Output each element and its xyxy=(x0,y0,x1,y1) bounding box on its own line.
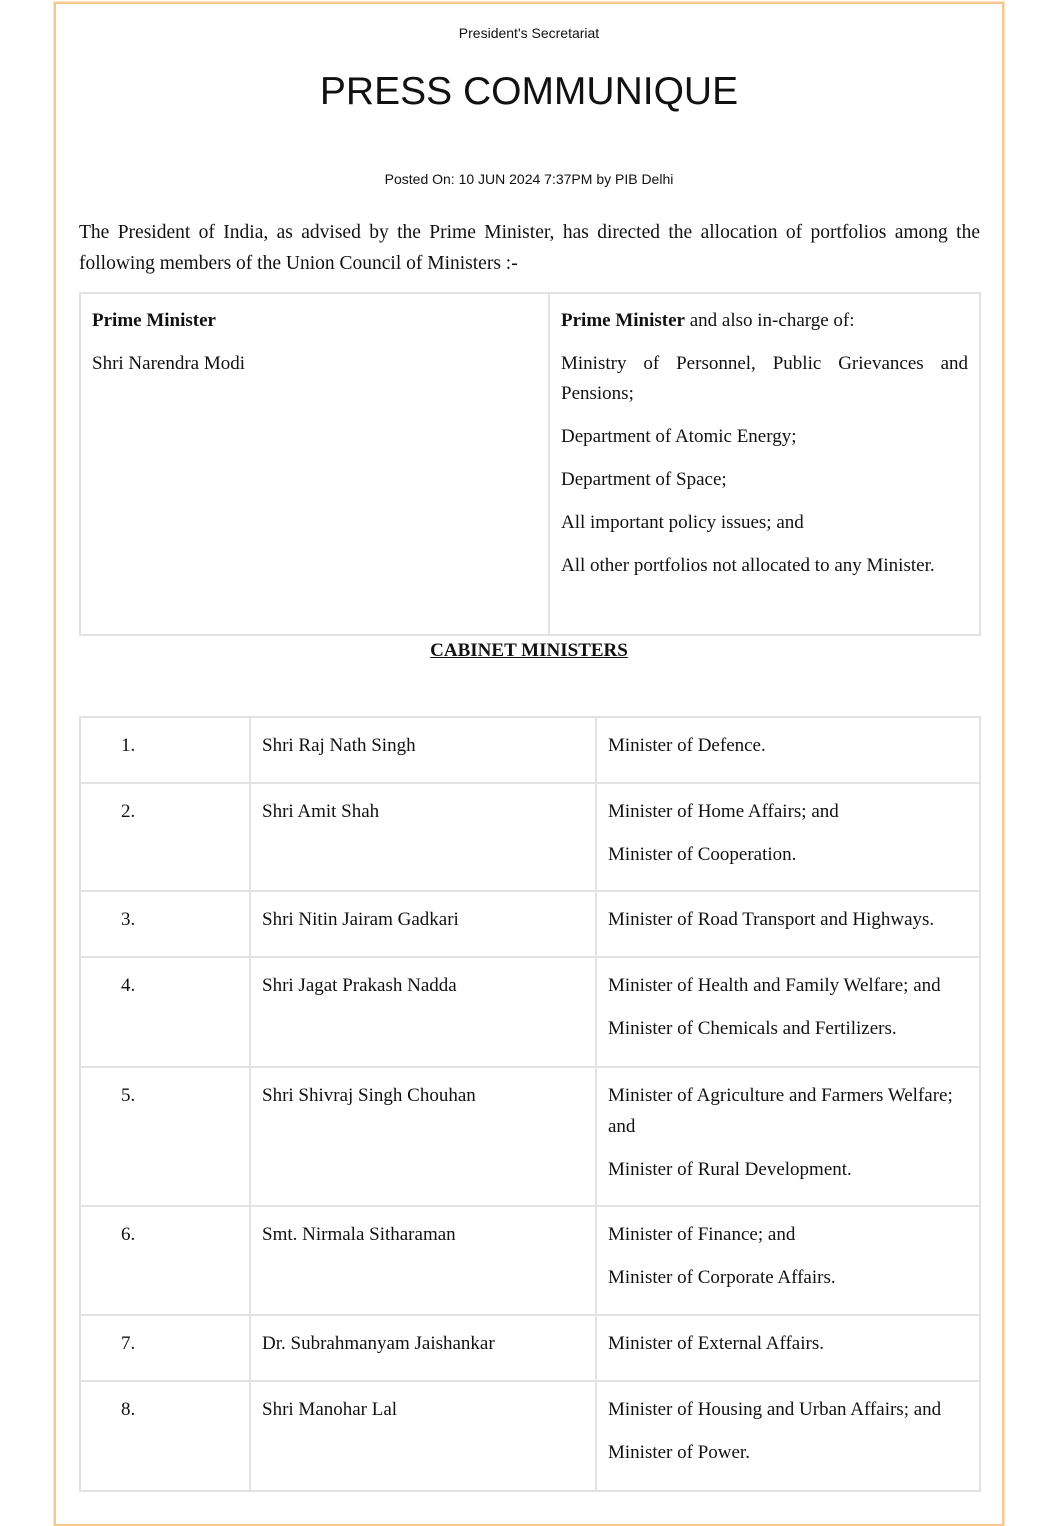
pm-right-suffix: and also in-charge of: xyxy=(684,310,855,331)
portfolio-cell xyxy=(596,1206,980,1315)
pm-right-cell xyxy=(549,293,980,635)
minister-name: Shri Raj Nath Singh xyxy=(250,717,596,783)
portfolio-cell xyxy=(596,957,980,1067)
minister-name: Shri Nitin Jairam Gadkari xyxy=(250,891,596,957)
row-number: 1. xyxy=(80,717,250,783)
table-row xyxy=(80,1381,980,1491)
table-row xyxy=(80,783,980,891)
cabinet-heading: CABINET MINISTERS xyxy=(430,640,628,661)
row-number: 5. xyxy=(80,1067,250,1206)
minister-name: Smt. Nirmala Sitharaman xyxy=(250,1206,596,1315)
pm-portfolio: Department of Atomic Energy; xyxy=(561,426,797,447)
pm-heading: Prime Minister xyxy=(92,310,216,331)
portfolio: Minister of Chemicals and Fertilizers. xyxy=(608,1018,897,1039)
table-row xyxy=(80,1067,980,1206)
portfolio: Minister of Housing and Urban Affairs; and xyxy=(608,1399,942,1420)
row-number: 2. xyxy=(80,783,250,891)
portfolio: Minister of Cooperation. xyxy=(608,844,797,865)
minister-name: Shri Shivraj Singh Chouhan xyxy=(250,1067,596,1206)
row-number: 7. xyxy=(80,1315,250,1381)
portfolio: Minister of Road Transport and Highways. xyxy=(608,909,935,930)
row-number: 6. xyxy=(80,1206,250,1315)
row-number: 4. xyxy=(80,957,250,1067)
table-row xyxy=(80,957,980,1067)
pm-right-heading: Prime Minister xyxy=(561,310,685,331)
portfolio: Minister of Home Affairs; and xyxy=(608,801,839,822)
pm-portfolio: Ministry of Personnel, Public Grievances and Pensions; xyxy=(561,353,968,404)
portfolio: Minister of Health and Family Welfare; and xyxy=(608,975,941,996)
table-row xyxy=(80,1315,980,1381)
pm-portfolio: Department of Space; xyxy=(561,469,727,490)
row-number: 3. xyxy=(80,891,250,957)
posted-on: Posted On: 10 JUN 2024 7:37PM by PIB Delhi xyxy=(384,171,674,187)
portfolio: Minister of Rural Development. xyxy=(608,1159,852,1180)
portfolio: Minister of Corporate Affairs. xyxy=(608,1267,836,1288)
minister-name: Shri Amit Shah xyxy=(250,783,596,891)
portfolio-cell xyxy=(596,1381,980,1491)
table-row xyxy=(80,717,980,783)
portfolio: Minister of External Affairs. xyxy=(608,1333,824,1354)
pm-portfolio: All important policy issues; and xyxy=(561,512,804,533)
row-number: 8. xyxy=(80,1381,250,1491)
portfolio-cell xyxy=(596,717,980,783)
portfolio: Minister of Agriculture and Farmers Welfare; and xyxy=(608,1085,953,1137)
table-row xyxy=(80,891,980,957)
prime-minister-table xyxy=(79,292,981,636)
portfolio: Minister of Defence. xyxy=(608,735,766,756)
portfolio-cell xyxy=(596,1315,980,1381)
table-row xyxy=(80,1206,980,1315)
cabinet-table xyxy=(79,716,981,1492)
portfolio-cell xyxy=(596,891,980,957)
portfolio-cell xyxy=(596,1067,980,1206)
portfolio: Minister of Power. xyxy=(608,1442,750,1463)
pm-left-cell xyxy=(80,293,549,635)
minister-name: Dr. Subrahmanyam Jaishankar xyxy=(250,1315,596,1381)
secretariat-label: President's Secretariat xyxy=(458,25,600,41)
portfolio: Minister of Finance; and xyxy=(608,1224,796,1245)
minister-name: Shri Jagat Prakash Nadda xyxy=(250,957,596,1067)
minister-name: Shri Manohar Lal xyxy=(250,1381,596,1491)
pm-portfolio: All other portfolios not allocated to any Minister. xyxy=(561,555,935,576)
portfolio-cell xyxy=(596,783,980,891)
page-title: PRESS COMMUNIQUE xyxy=(319,70,739,113)
pm-name: Shri Narendra Modi xyxy=(92,353,246,374)
intro-paragraph: The President of India, as advised by the Prime Minister, has directed the allocation of portfolios among the following members of the Union Council of Ministers :- xyxy=(79,222,980,274)
